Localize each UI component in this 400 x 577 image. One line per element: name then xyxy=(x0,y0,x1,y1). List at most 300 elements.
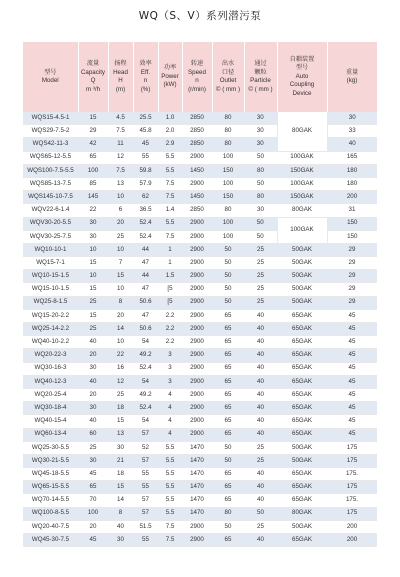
cell-model: WQ60-13-4 xyxy=(23,428,78,441)
cell-p: 7.5 xyxy=(158,534,182,547)
cell-part: 40 xyxy=(244,428,277,441)
cell-q: 45 xyxy=(78,468,108,481)
cell-h: 7.5 xyxy=(108,164,133,177)
cell-cd: 50GAK xyxy=(277,454,327,467)
table-row xyxy=(23,428,377,441)
cell-w: 29 xyxy=(327,283,377,296)
table-row xyxy=(23,454,377,467)
cell-h: 14 xyxy=(108,494,133,507)
cell-p: 5.5 xyxy=(158,441,182,454)
column-header-power xyxy=(158,42,182,112)
cell-part: 40 xyxy=(244,336,277,349)
cell-h: 12 xyxy=(108,375,133,388)
cell-out: 150 xyxy=(212,164,244,177)
header-text: Device xyxy=(292,89,312,97)
cell-w: 45 xyxy=(327,336,377,349)
cell-out: 65 xyxy=(212,362,244,375)
cell-q: 20 xyxy=(78,388,108,401)
cell-w: 175 xyxy=(327,481,377,494)
cell-model: WQS42-11-3 xyxy=(23,138,78,151)
table-row xyxy=(23,191,377,204)
cell-cd: 65GAK xyxy=(277,309,327,322)
cell-q: 40 xyxy=(78,336,108,349)
cell-q: 25 xyxy=(78,323,108,336)
column-header-capacity xyxy=(78,42,108,112)
cell-n: 1470 xyxy=(182,468,212,481)
cell-h: 25 xyxy=(108,230,133,243)
cell-model: WQS65-12-5.5 xyxy=(23,151,78,164)
cell-q: 10 xyxy=(78,270,108,283)
cell-h: 7 xyxy=(108,257,133,270)
table-row xyxy=(23,283,377,296)
header-text: Model xyxy=(41,77,59,84)
header-text: 转速 xyxy=(190,60,204,67)
cell-w: 45 xyxy=(327,428,377,441)
pump-spec-table xyxy=(23,42,378,547)
cell-eff: 54 xyxy=(133,336,158,349)
cell-h: 18 xyxy=(108,402,133,415)
cell-model: WQS100-7.5-5.5 xyxy=(23,164,78,177)
table-row xyxy=(23,362,377,375)
cell-eff: 55 xyxy=(133,481,158,494)
cell-out: 80 xyxy=(212,204,244,217)
table-row xyxy=(23,164,377,177)
header-text: 扬程 xyxy=(114,60,127,67)
header-text: 流量 xyxy=(86,60,100,67)
cell-w: 33 xyxy=(327,125,377,138)
header-text: 颗粒 xyxy=(254,68,267,76)
cell-part: 25 xyxy=(244,520,277,533)
table-row xyxy=(23,336,377,349)
header-text: Capacity xyxy=(80,68,106,76)
table-row xyxy=(23,323,377,336)
cell-n: 2900 xyxy=(182,323,212,336)
cell-model: WQ30-21-5.5 xyxy=(23,454,78,467)
cell-p: 5.5 xyxy=(158,468,182,481)
cell-part: 25 xyxy=(244,283,277,296)
cell-p: 5.5 xyxy=(158,494,182,507)
cell-eff: 57 xyxy=(133,507,158,520)
cell-p: 5.5 xyxy=(158,507,182,520)
cell-model: WQ25-8-1.5 xyxy=(23,296,78,309)
header-text: Q xyxy=(90,77,96,84)
cell-part: 25 xyxy=(244,257,277,270)
cell-out: 65 xyxy=(212,349,244,362)
cell-n: 2850 xyxy=(182,125,212,138)
cell-cd: 65GAK xyxy=(277,402,327,415)
cell-w: 175 xyxy=(327,441,377,454)
cell-eff: 54 xyxy=(133,415,158,428)
table-row xyxy=(23,349,377,362)
cell-eff: 57 xyxy=(133,428,158,441)
cell-cd: 50GAK xyxy=(277,270,327,283)
cell-out: 50 xyxy=(212,454,244,467)
table-row xyxy=(23,151,377,164)
header-text: 通过 xyxy=(254,60,267,67)
cell-n: 1470 xyxy=(182,481,212,494)
header-text: (kg) xyxy=(346,77,358,84)
cell-p: 7.5 xyxy=(158,177,182,190)
cell-q: 29 xyxy=(78,125,108,138)
cell-out: 80 xyxy=(212,138,244,151)
cell-part: 40 xyxy=(244,362,277,375)
table-header-row xyxy=(23,42,377,112)
cell-part: 30 xyxy=(244,112,277,125)
cell-model: WQ15-10-1.5 xyxy=(23,283,78,296)
cell-out: 65 xyxy=(212,494,244,507)
cell-w: 45 xyxy=(327,323,377,336)
cell-out: 65 xyxy=(212,375,244,388)
cell-eff: 55 xyxy=(133,534,158,547)
cell-cd: 50GAK xyxy=(277,296,327,309)
cell-q: 25 xyxy=(78,296,108,309)
cell-p: 1.4 xyxy=(158,204,182,217)
cell-model: WQ20-40-7.5 xyxy=(23,520,78,533)
cell-w: 45 xyxy=(327,349,377,362)
table-row xyxy=(23,388,377,401)
cell-out: 65 xyxy=(212,428,244,441)
cell-eff: 55 xyxy=(133,468,158,481)
cell-p: 5.5 xyxy=(158,217,182,230)
cell-q: 40 xyxy=(78,415,108,428)
cell-n: 2900 xyxy=(182,362,212,375)
cell-w: 45 xyxy=(327,375,377,388)
cell-w: 29 xyxy=(327,270,377,283)
cell-cd: 100GAK xyxy=(277,151,327,164)
cell-model: WQ45-30-7.5 xyxy=(23,534,78,547)
cell-w: 165 xyxy=(327,151,377,164)
table-row xyxy=(23,204,377,217)
cell-w: 29 xyxy=(327,243,377,256)
cell-q: 10 xyxy=(78,243,108,256)
column-header-model xyxy=(23,42,78,112)
cell-p: [5 xyxy=(158,283,182,296)
header-text: Speed xyxy=(188,68,206,76)
cell-model: WQS85-13-7.5 xyxy=(23,177,78,190)
header-text: Power xyxy=(161,72,179,80)
cell-q: 15 xyxy=(78,257,108,270)
table-row xyxy=(23,257,377,270)
cell-w: 29 xyxy=(327,296,377,309)
cell-h: 4.5 xyxy=(108,112,133,125)
cell-p: [5 xyxy=(158,296,182,309)
cell-cd: 50GAK xyxy=(277,257,327,270)
cell-p: 3 xyxy=(158,349,182,362)
cell-h: 18 xyxy=(108,468,133,481)
header-text: Particle xyxy=(250,77,271,84)
cell-w: 40 xyxy=(327,138,377,151)
cell-eff: 44 xyxy=(133,243,158,256)
cell-model: WQ15-7-1 xyxy=(23,257,78,270)
header-text: 出水 xyxy=(221,60,235,67)
cell-p: 3 xyxy=(158,375,182,388)
cell-model: WQV30-20-5.5 xyxy=(23,217,78,230)
cell-cd: 50GAK xyxy=(277,283,327,296)
cell-q: 65 xyxy=(78,151,108,164)
cell-model: WQ10-10-1 xyxy=(23,243,78,256)
cell-cd: 65GAK xyxy=(277,494,327,507)
table-row xyxy=(23,243,377,256)
cell-eff: 49.2 xyxy=(133,388,158,401)
cell-out: 65 xyxy=(212,534,244,547)
cell-h: 11 xyxy=(108,138,133,151)
column-header-coupling-device xyxy=(277,42,327,112)
cell-q: 145 xyxy=(78,191,108,204)
cell-out: 150 xyxy=(212,191,244,204)
cell-w: 200 xyxy=(327,534,377,547)
cell-w: 31 xyxy=(327,204,377,217)
cell-eff: 44 xyxy=(133,270,158,283)
table-body xyxy=(23,112,377,547)
cell-out: 50 xyxy=(212,296,244,309)
cell-q: 30 xyxy=(78,454,108,467)
cell-cd: 65GAK xyxy=(277,415,327,428)
cell-model: WQ40-12-3 xyxy=(23,375,78,388)
pump-spec-table-wrapper xyxy=(23,42,377,547)
cell-eff: 52 xyxy=(133,441,158,454)
cell-out: 50 xyxy=(212,283,244,296)
cell-q: 100 xyxy=(78,507,108,520)
cell-p: 1.5 xyxy=(158,270,182,283)
cell-h: 21 xyxy=(108,454,133,467)
cell-h: 40 xyxy=(108,520,133,533)
cell-q: 100 xyxy=(78,164,108,177)
cell-model: WQ10-15-1.5 xyxy=(23,270,78,283)
cell-h: 13 xyxy=(108,177,133,190)
cell-out: 80 xyxy=(212,507,244,520)
cell-h: 13 xyxy=(108,428,133,441)
cell-w: 180 xyxy=(327,164,377,177)
cell-n: 1470 xyxy=(182,494,212,507)
table-row xyxy=(23,112,377,125)
cell-h: 8 xyxy=(108,296,133,309)
cell-n: 2850 xyxy=(182,204,212,217)
cell-cd: 65GAK xyxy=(277,349,327,362)
cell-q: 40 xyxy=(78,375,108,388)
cell-model: WQV30-25-7.5 xyxy=(23,230,78,243)
cell-p: 4 xyxy=(158,402,182,415)
cell-h: 30 xyxy=(108,534,133,547)
header-text: Head xyxy=(113,68,128,76)
cell-part: 25 xyxy=(244,270,277,283)
table-row xyxy=(23,217,377,230)
cell-part: 40 xyxy=(244,494,277,507)
cell-eff: 52.4 xyxy=(133,230,158,243)
cell-n: 2900 xyxy=(182,217,212,230)
cell-n: 2900 xyxy=(182,375,212,388)
cell-model: WQ40-15-4 xyxy=(23,415,78,428)
cell-h: 16 xyxy=(108,362,133,375)
cell-cd: 65GAK xyxy=(277,534,327,547)
cell-part: 40 xyxy=(244,534,277,547)
cell-w: 45 xyxy=(327,309,377,322)
cell-cd: 100GAK xyxy=(277,177,327,190)
cell-cd: 65GAK xyxy=(277,481,327,494)
cell-n: 2900 xyxy=(182,336,212,349)
cell-p: 5.5 xyxy=(158,151,182,164)
cell-model: WQ65-15-5.5 xyxy=(23,481,78,494)
cell-n: 2900 xyxy=(182,428,212,441)
cell-p: 2.2 xyxy=(158,336,182,349)
cell-h: 8 xyxy=(108,507,133,520)
cell-out: 65 xyxy=(212,388,244,401)
cell-model: WQ70-14-5.5 xyxy=(23,494,78,507)
cell-p: 5.5 xyxy=(158,164,182,177)
cell-q: 25 xyxy=(78,441,108,454)
cell-model: WQ15-20-2.2 xyxy=(23,309,78,322)
header-text: (kW) xyxy=(163,81,177,89)
cell-n: 2900 xyxy=(182,402,212,415)
cell-h: 15 xyxy=(108,415,133,428)
cell-part: 50 xyxy=(244,507,277,520)
cell-part: 25 xyxy=(244,243,277,256)
header-text: 型号 xyxy=(44,68,57,76)
cell-eff: 52.4 xyxy=(133,217,158,230)
cell-part: 80 xyxy=(244,164,277,177)
header-text: 自耦装置 xyxy=(289,55,315,63)
cell-out: 100 xyxy=(212,217,244,230)
cell-eff: 36.5 xyxy=(133,204,158,217)
cell-h: 10 xyxy=(108,243,133,256)
cell-model: WQ30-16-3 xyxy=(23,362,78,375)
cell-h: 15 xyxy=(108,481,133,494)
cell-part: 40 xyxy=(244,375,277,388)
header-text: 口径 xyxy=(221,68,235,76)
cell-model: WQ25-14-2.2 xyxy=(23,323,78,336)
cell-out: 50 xyxy=(212,520,244,533)
table-row xyxy=(23,270,377,283)
header-text: 效率 xyxy=(139,60,152,67)
cell-part: 40 xyxy=(244,415,277,428)
cell-part: 30 xyxy=(244,138,277,151)
cell-out: 50 xyxy=(212,441,244,454)
header-text: Eff. xyxy=(140,68,151,76)
cell-w: 175. xyxy=(327,494,377,507)
table-row xyxy=(23,520,377,533)
cell-model: WQS29-7.5-2 xyxy=(23,125,78,138)
cell-part: 40 xyxy=(244,349,277,362)
cell-out: 80 xyxy=(212,125,244,138)
cell-cd: 80GAK xyxy=(277,507,327,520)
cell-cd: 65GAK xyxy=(277,388,327,401)
cell-eff: 57 xyxy=(133,494,158,507)
cell-n: 2900 xyxy=(182,177,212,190)
cell-eff: 57 xyxy=(133,454,158,467)
column-header-head xyxy=(108,42,133,112)
cell-q: 85 xyxy=(78,177,108,190)
cell-out: 65 xyxy=(212,415,244,428)
cell-part: 40 xyxy=(244,468,277,481)
cell-eff: 59.8 xyxy=(133,164,158,177)
header-text: (r/min) xyxy=(188,85,206,93)
cell-cd: 65GAK xyxy=(277,336,327,349)
cell-part: 25 xyxy=(244,296,277,309)
cell-h: 25 xyxy=(108,388,133,401)
column-header-speed xyxy=(182,42,212,112)
cell-q: 20 xyxy=(78,520,108,533)
cell-p: 1 xyxy=(158,257,182,270)
cell-p: 2.2 xyxy=(158,323,182,336)
cell-eff: 47 xyxy=(133,257,158,270)
cell-p: 1 xyxy=(158,243,182,256)
cell-part: 30 xyxy=(244,125,277,138)
cell-cd: 50GAK xyxy=(277,243,327,256)
cell-eff: 62 xyxy=(133,191,158,204)
cell-eff: 25.5 xyxy=(133,112,158,125)
header-text: Outlet xyxy=(219,77,237,84)
cell-part: 40 xyxy=(244,481,277,494)
cell-w: 45 xyxy=(327,402,377,415)
cell-n: 2900 xyxy=(182,270,212,283)
cell-w: 150 xyxy=(327,217,377,230)
cell-p: 4 xyxy=(158,428,182,441)
cell-n: 2900 xyxy=(182,520,212,533)
cell-n: 1470 xyxy=(182,454,212,467)
cell-h: 15 xyxy=(108,270,133,283)
table-row xyxy=(23,296,377,309)
header-text: n xyxy=(143,77,148,84)
cell-p: 2.2 xyxy=(158,309,182,322)
header-text: Auto xyxy=(295,72,309,80)
table-row xyxy=(23,481,377,494)
cell-cd: 80GAK xyxy=(277,204,327,217)
cell-part: 25 xyxy=(244,454,277,467)
cell-model: WQV22-6-1.4 xyxy=(23,204,78,217)
header-text: n xyxy=(195,77,199,84)
cell-n: 1470 xyxy=(182,441,212,454)
cell-p: 3 xyxy=(158,362,182,375)
table-row xyxy=(23,441,377,454)
cell-part: 50 xyxy=(244,217,277,230)
cell-model: WQS145-10-7.5 xyxy=(23,191,78,204)
header-text: 功率 xyxy=(163,64,177,72)
table-row xyxy=(23,402,377,415)
cell-part: 50 xyxy=(244,177,277,190)
cell-n: 1450 xyxy=(182,191,212,204)
cell-eff: 47 xyxy=(133,309,158,322)
cell-cd: 100GAK xyxy=(277,217,327,243)
cell-eff: 51.5 xyxy=(133,520,158,533)
cell-cd: 65GAK xyxy=(277,323,327,336)
header-text: m ³/h xyxy=(85,85,101,93)
cell-w: 180 xyxy=(327,177,377,190)
table-row xyxy=(23,494,377,507)
cell-out: 100 xyxy=(212,177,244,190)
cell-n: 2900 xyxy=(182,283,212,296)
cell-h: 14 xyxy=(108,323,133,336)
cell-n: 1450 xyxy=(182,164,212,177)
cell-h: 10 xyxy=(108,191,133,204)
cell-cd: 50GAK xyxy=(277,441,327,454)
cell-cd: 80GAK xyxy=(277,112,327,151)
cell-part: 30 xyxy=(244,204,277,217)
cell-q: 15 xyxy=(78,309,108,322)
cell-p: 5.5 xyxy=(158,481,182,494)
header-text: Coupling xyxy=(289,81,315,89)
header-text: (%) xyxy=(140,85,151,93)
cell-h: 7.5 xyxy=(108,125,133,138)
cell-p: 4 xyxy=(158,415,182,428)
cell-q: 22 xyxy=(78,204,108,217)
cell-cd: 150GAK xyxy=(277,191,327,204)
cell-out: 80 xyxy=(212,112,244,125)
cell-out: 65 xyxy=(212,323,244,336)
cell-w: 175 xyxy=(327,454,377,467)
cell-h: 6 xyxy=(108,204,133,217)
cell-n: 2900 xyxy=(182,309,212,322)
cell-q: 15 xyxy=(78,112,108,125)
cell-h: 12 xyxy=(108,151,133,164)
